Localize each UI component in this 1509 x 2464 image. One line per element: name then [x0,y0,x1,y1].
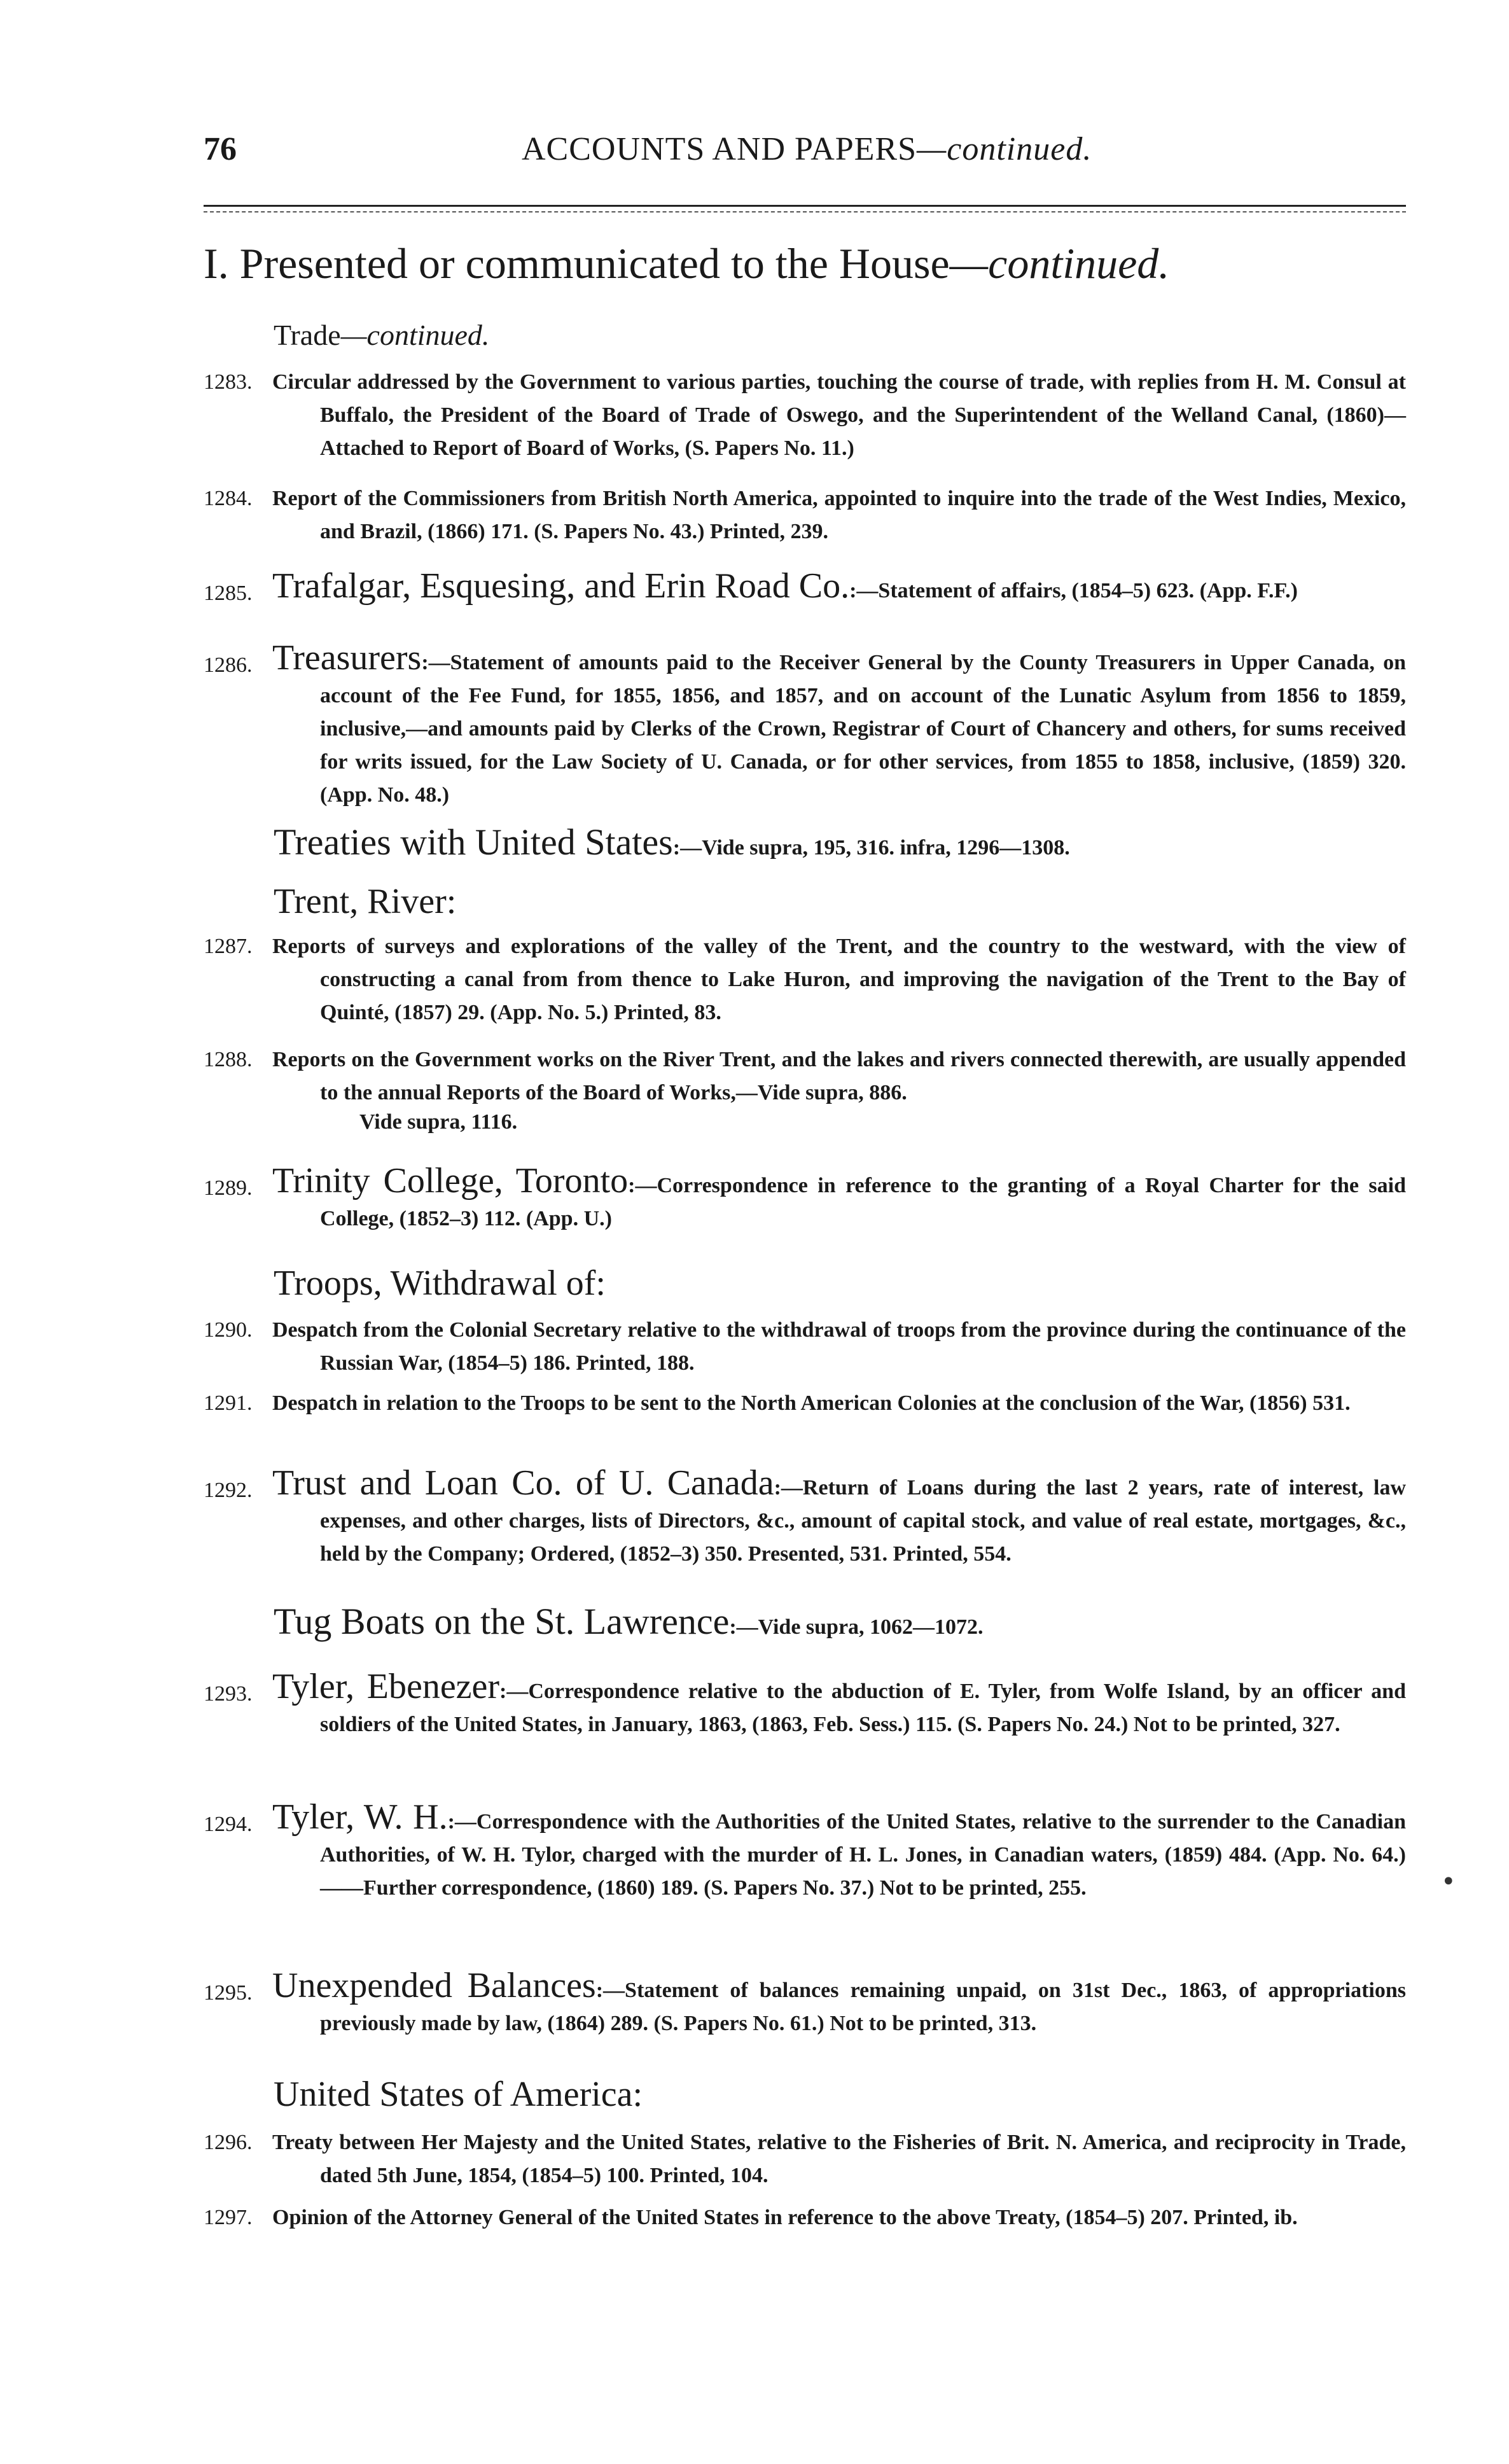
section-title-text: I. Presented or communicated to the House [204,239,950,288]
heading-treaties [274,821,1070,863]
entry-number: 1286. [204,653,253,677]
heading-tug-topic: Tug Boats on the St. Lawrence [274,1601,730,1642]
entry-text: :—Correspondence in reference to the granting of a Royal Charter for the said College, (1852–3) 112. (App. U.) [320,1174,1407,1230]
entry-1294 [204,1797,1406,1905]
entry-body [272,638,1406,812]
heading-trent: Trent, River: [274,882,457,921]
entry-1288 [204,1043,1406,1110]
entry-number: 1294. [204,1813,253,1836]
header-rule-dashed [204,211,1406,212]
margin-mark: • [1441,1867,1456,1897]
section-title-suffix: —continued. [949,239,1170,288]
entry-1284 [204,482,1406,548]
entry-1296 [204,2126,1406,2192]
entry-text-wrap [272,1463,1406,1571]
entry-body [272,2126,1406,2192]
heading-trade-label: Trade [274,319,341,351]
heading-usa: United States of America: [274,2075,643,2114]
running-title-text: ACCOUNTS AND PAPERS [522,131,917,167]
entry-body [272,1966,1406,2040]
entry-text: Report of the Commissioners from British North America, appointed to inquire into the trade of the West Indies, Mexico, and Brazil, (1866) 171. (S. Papers No. 43.) Printed, 239. [272,487,1406,543]
entry-1292 [204,1463,1406,1571]
entry-text: Reports of surveys and explorations of the valley of the Trent, and the country to the westward, with the view of constructing a canal from from thence to Lake Huron, and improving the navigation of the Trent to the Bay of Quinté, (1857) 29. (App. No. 5.) Printed, 83. [272,935,1406,1024]
entry-body [272,930,1406,1029]
entry-number: 1289. [204,1176,253,1200]
entry-number: 1295. [204,1981,253,2005]
entry-body [272,1043,1406,1110]
entry-text: :—Return of Loans during the last 2 years, rate of interest, law expenses, and other charges, lists of Directors, &c., amount of capital stock, and value of real estate, mortgages, &c., held by the Company; Ordered, (1852–3) 350. Presented, 531. Printed, 554. [320,1476,1406,1566]
entry-body [272,2201,1406,2234]
entry-topic: Treasurers [272,638,422,678]
entry-body [272,566,1406,608]
entry-text: Despatch in relation to the Troops to be sent to the North American Colonies at the conclusion of the War, (1856) 531. [272,1391,1351,1415]
entry-number: 1296. [204,2131,253,2154]
entry-body [272,1667,1406,1741]
heading-tug-rest: :—Vide supra, 1062—1072. [729,1615,984,1639]
entry-text: Opinion of the Attorney General of the United States in reference to the above Treaty, (1854–5) 207. Printed, ib. [272,2206,1298,2229]
entry-topic: Trust and Loan Co. of U. Canada [272,1463,774,1503]
entry-1297 [204,2201,1406,2234]
entry-body [272,1797,1406,1905]
entry-number: 1290. [204,1318,253,1342]
entry-text-wrap [272,1667,1406,1741]
entry-text: Circular addressed by the Government to various parties, touching the course of trade, with replies from H. M. Consul at Buffalo, the President of the Board of Trade of Oswego, and the Superintendent of the Welland Canal, (1860)—Attached to Report of Board of Works, (S. Papers No. 11.) [272,370,1406,460]
entry-1287 [204,930,1406,1029]
running-head [204,130,1406,181]
running-title [522,130,1092,168]
heading-troops: Troops, Withdrawal of: [274,1263,606,1303]
section-title [204,239,1169,289]
entry-body [272,366,1406,465]
entry-text: :—Statement of balances remaining unpaid, on 31st Dec., 1863, of appropriations previously made by law, (1864) 289. (S. Papers No. 61.) Not to be printed, 313. [320,1979,1406,2035]
entry-1286 [204,638,1406,812]
entry-body [272,1387,1406,1420]
heading-treaties-rest: :—Vide supra, 195, 316. infra, 1296—1308. [672,836,1070,860]
entry-text: :—Statement of amounts paid to the Receiver General by the County Treasurers in Upper Canada, on account of the Fee Fund, for 1855, 1856, and 1857, and on account of the Lunatic Asylum from 1856 to 1859, inclusive,—and amounts paid by Clerks of the Crown, Registrar of Court of Chancery and others, for sums received for writs issued, for the Law Society of U. Canada, or for other services, from 1855 to 1858, inclusive, (1859) 320. (App. No. 48.) [320,651,1406,807]
entry-number: 1293. [204,1682,253,1706]
entry-text-wrap [272,638,1406,812]
entry-number: 1292. [204,1479,253,1502]
entry-number: 1287. [204,935,253,958]
entry-number: 1284. [204,487,253,510]
entry-1295 [204,1966,1406,2040]
entry-number: 1285. [204,581,253,605]
entry-topic: Tyler, W. H. [272,1797,448,1837]
running-title-suffix: —continued. [917,131,1092,167]
entry-body [272,1161,1407,1235]
entry-1290 [204,1314,1406,1380]
heading-trade [274,318,489,352]
entry-1293 [204,1667,1406,1741]
entry-text: :—Statement of affairs, (1854–5) 623. (App. F.F.) [849,579,1298,602]
entry-text-wrap [272,1797,1406,1905]
entry-text: Despatch from the Colonial Secretary relative to the withdrawal of troops from the province during the continuance of the Russian War, (1854–5) 186. Printed, 188. [272,1318,1406,1375]
entry-text: Reports on the Government works on the River Trent, and the lakes and rivers connected therewith, are usually appended to the annual Reports of the Board of Works,—Vide supra, 886. [272,1048,1406,1104]
entry-text: :—Correspondence relative to the abduction of E. Tyler, from Wolfe Island, by an officer and soldiers of the United States, in January, 1863, (1863, Feb. Sess.) 115. (S. Papers No. 24.) Not to be printed, 327. [320,1680,1406,1736]
entry-number: 1291. [204,1391,253,1415]
entry-text: Treaty between Her Majesty and the United States, relative to the Fisheries of Brit. N. America, and reciprocity in Trade, dated 5th June, 1854, (1854–5) 100. Printed, 104. [272,2131,1406,2187]
heading-treaties-topic: Treaties with United States [274,821,673,863]
entry-body [272,1314,1406,1380]
entry-topic: Unexpended Balances [272,1966,596,2005]
entry-body [272,1463,1406,1571]
entry-1285 [204,566,1406,608]
entry-1289 [204,1161,1407,1235]
entry-1283 [204,366,1406,465]
vide-1116: Vide supra, 1116. [359,1110,518,1134]
page-number: 76 [204,131,237,167]
entry-text-wrap [272,1161,1407,1235]
entry-topic: Tyler, Ebenezer [272,1667,500,1706]
entry-number: 1283. [204,370,253,394]
header-rule [204,205,1406,207]
entry-text-wrap [272,1966,1406,2040]
entry-topic: Trafalgar, Esquesing, and Erin Road Co. [272,566,850,606]
entry-1291 [204,1387,1406,1420]
heading-tug-boats [274,1600,984,1643]
heading-trade-suffix: —continued. [340,319,490,351]
entry-text: :—Correspondence with the Authorities of the United States, relative to the surrender to the Canadian Authorities, of W. H. Tylor, charged with the murder of H. L. Jones, in Canadian waters, (1859) 484. (App. No. 64.)——Further correspondence, (1860) 189. (S. Papers No. 37.) Not to be printed, 255. [320,1810,1406,1900]
entry-number: 1288. [204,1048,253,1071]
entry-number: 1297. [204,2206,253,2229]
entry-topic: Trinity College, Toronto [272,1161,629,1201]
entry-body [272,482,1406,548]
